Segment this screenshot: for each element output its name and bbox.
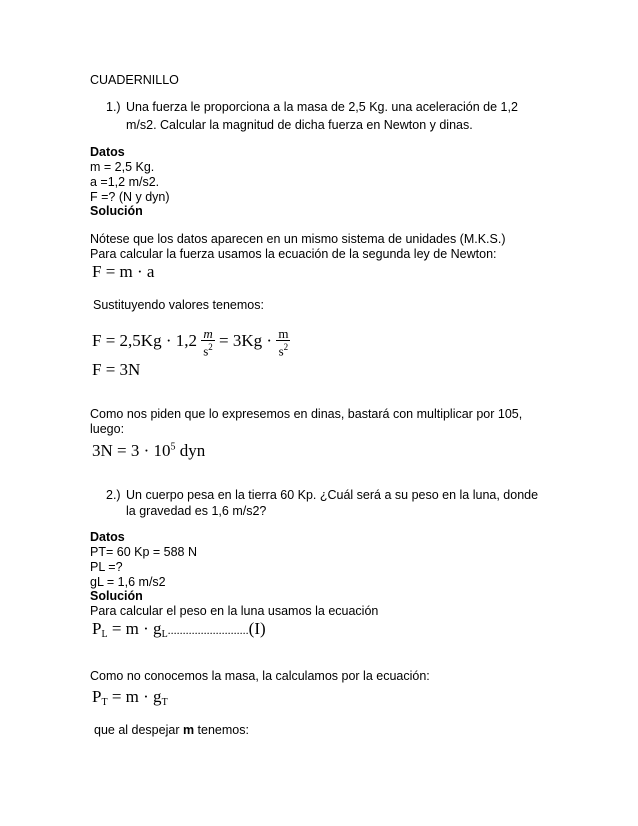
problem-2-statement-line2: la gravedad es 1,6 m/s2? <box>126 504 267 518</box>
problem-1-text-sustituyendo: Sustituyendo valores tenemos: <box>93 298 264 312</box>
fraction-m-s2 <box>201 327 215 357</box>
problem-1-text-newton: Para calcular la fuerza usamos la ecuación de la segunda ley de Newton: <box>90 247 497 261</box>
fraction-result-exponent: 2 <box>283 341 289 352</box>
problem-1-text-units: Nótese que los datos aparecen en un mismo sistema de unidades (M.K.S.) <box>90 232 506 246</box>
eq-pl-dots: ........................... <box>167 623 249 637</box>
fraction-numerator: m <box>203 325 213 341</box>
eq-pl-mid: = m · g <box>107 619 162 638</box>
eq-pl-ref: (I) <box>248 619 266 638</box>
equation-force-result: F = 3N <box>92 360 141 379</box>
equation-force-left: F = 2,5Kg · 1,2 <box>92 331 197 350</box>
problem-1-dato-mass: m = 2,5 Kg. <box>90 160 155 174</box>
equation-force-middle: = 3Kg · <box>219 331 273 350</box>
problem-2-dato-weight-earth: PT= 60 Kp = 588 N <box>90 545 198 559</box>
equation-dyn-conversion <box>92 441 205 461</box>
eq-pt-p: P <box>92 687 102 706</box>
equation-dyn-unit: dyn <box>179 441 206 460</box>
problem-1-statement-line1: Una fuerza le proporciona a la masa de 2,5 Kg. una aceleración de 1,2 <box>126 100 518 114</box>
document-title: CUADERNILLO <box>90 73 179 87</box>
eq-gt-sub: T <box>161 697 168 708</box>
fraction-denominator: s <box>203 343 209 359</box>
eq-gl-sub: L <box>161 629 168 640</box>
problem-1-datos-heading: Datos <box>90 145 125 159</box>
problem-2-dato-weight-moon: PL =? <box>90 560 123 574</box>
problem-1-statement-line2: m/s2. Calcular la magnitud de dicha fuerza en Newton y dinas. <box>126 118 473 132</box>
problem-1-solucion-heading: Solución <box>90 204 143 218</box>
eq-pt-sub: T <box>101 697 108 708</box>
problem-2-text-masa: Como no conocemos la masa, la calculamos por la ecuación: <box>90 669 430 683</box>
equation-dyn-exponent: 5 <box>170 441 176 453</box>
problem-1-dato-force: F =? (N y dyn) <box>90 190 170 204</box>
eq-pt-mid: = m · g <box>107 687 162 706</box>
problem-2-number: 2.) <box>106 488 121 502</box>
equation-weight-earth <box>92 687 168 708</box>
fraction-exponent: 2 <box>208 341 213 352</box>
fraction-m-s2-result <box>276 327 290 357</box>
problem-2-statement-line1: Un cuerpo pesa en la tierra 60 Kp. ¿Cuál será a su peso en la luna, donde <box>126 488 539 502</box>
equation-force-substitution <box>92 324 290 358</box>
problem-1-text-luego: luego: <box>90 422 125 436</box>
problem-1-number: 1.) <box>106 100 121 114</box>
problem-2-text-ecuacion: Para calcular el peso en la luna usamos la ecuación <box>90 604 379 618</box>
despejar-pre: que al despejar <box>94 723 183 737</box>
eq-pl-sub: L <box>101 629 108 640</box>
despejar-post: tenemos: <box>194 723 249 737</box>
problem-2-text-despejar <box>94 723 249 738</box>
despejar-m: m <box>182 723 195 737</box>
problem-2-dato-gravity-moon: gL = 1,6 m/s2 <box>90 575 166 589</box>
fraction-result-numerator: m <box>278 325 289 341</box>
problem-2-datos-heading: Datos <box>90 530 125 544</box>
fraction-result-denominator: s <box>278 343 284 359</box>
equation-newton-second-law: F = m · a <box>92 262 155 281</box>
eq-pl-p: P <box>92 619 102 638</box>
equation-weight-moon <box>92 619 266 640</box>
equation-dyn-left: 3N = 3 · 10 <box>92 441 171 460</box>
problem-2-solucion-heading: Solución <box>90 589 143 603</box>
problem-1-text-dinas: Como nos piden que lo expresemos en dinas, bastará con multiplicar por 105, <box>90 407 523 421</box>
problem-1-dato-acceleration: a =1,2 m/s2. <box>90 175 160 189</box>
